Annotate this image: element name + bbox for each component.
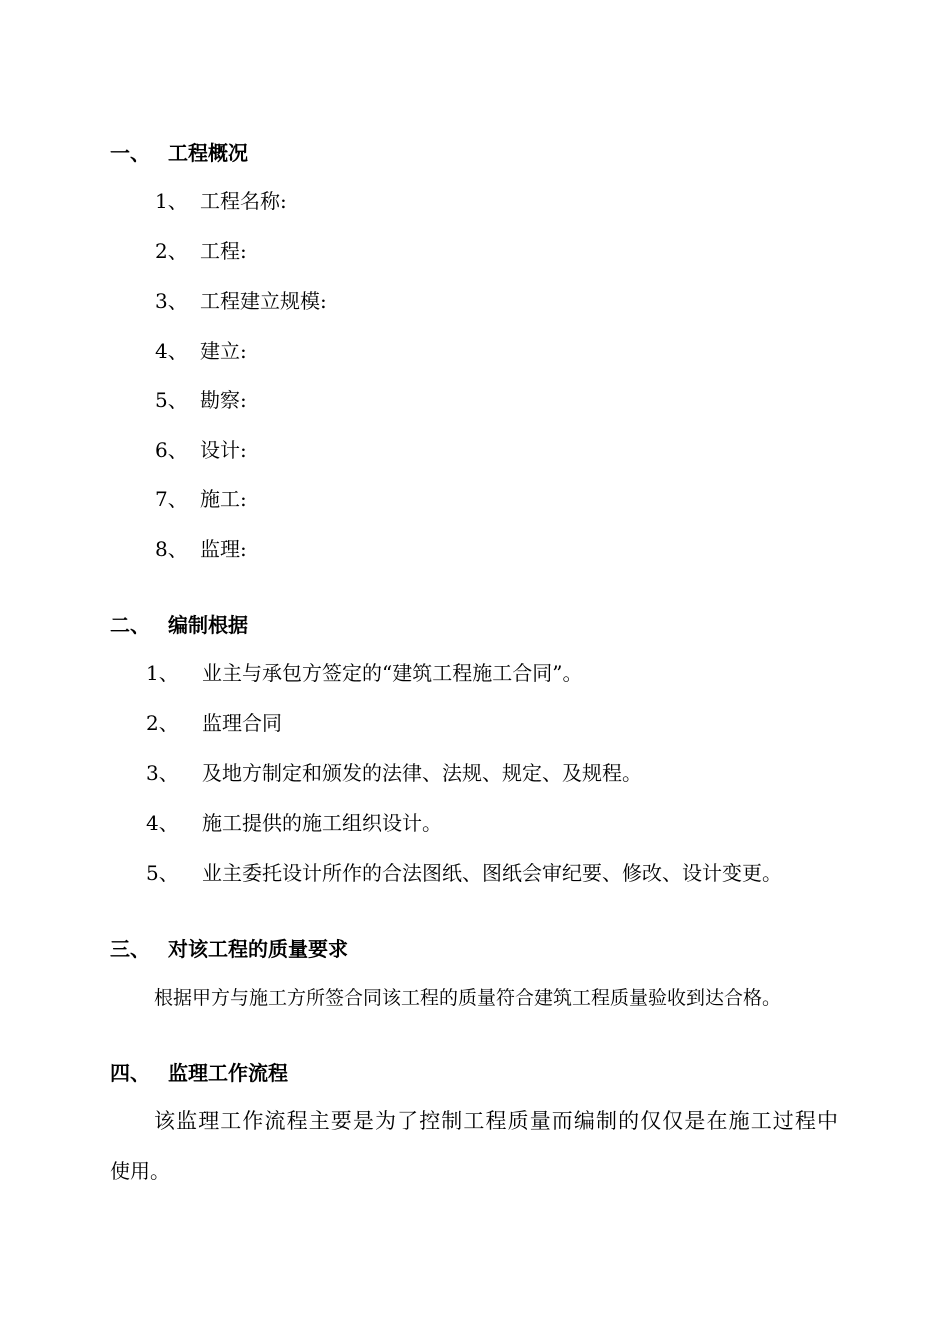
item-number: 1、 [155,189,188,213]
item-text: 施工: [200,487,247,511]
list-item [155,288,327,314]
section-heading [110,936,348,962]
item-text: 工程建立规模: [200,289,327,313]
list-item [155,437,247,463]
list-item [155,338,247,364]
item-text: 及地方制定和颁发的法律、法规、规定、及规程。 [202,761,642,785]
list-item [155,238,247,264]
section-heading [110,140,248,166]
section-heading [110,1060,288,1086]
item-number: 3、 [155,289,188,313]
section-paragraph-line: 使用。 [110,1159,170,1183]
section-number: 三、 [110,937,150,961]
list-item [146,760,642,786]
item-number: 8、 [155,537,188,561]
item-number: 6、 [155,438,188,462]
item-number: 1、 [146,661,179,685]
list-item [155,387,247,413]
section-number: 一、 [110,141,150,165]
item-number: 7、 [155,487,188,511]
list-item [155,486,247,512]
section-title: 工程概况 [168,141,248,165]
section-number: 四、 [110,1061,150,1085]
section-title: 编制根据 [168,613,248,637]
list-item [155,188,287,214]
item-number: 5、 [155,388,188,412]
item-number: 2、 [155,239,188,263]
item-text: 工程名称: [200,189,287,213]
item-text: 业主委托设计所作的合法图纸、图纸会审纪要、修改、设计变更。 [202,861,782,885]
item-number: 5、 [146,861,179,885]
section-paragraph: 根据甲方与施工方所签合同该工程的质量符合建筑工程质量验收到达合格。 [154,987,782,1009]
item-text: 建立: [200,339,247,363]
item-number: 3、 [146,761,179,785]
item-number: 2、 [146,711,179,735]
list-item [146,660,582,686]
list-item [146,860,782,886]
list-item [146,710,282,736]
section-heading [110,612,248,638]
item-text: 施工提供的施工组织设计。 [202,811,442,835]
section-number: 二、 [110,613,150,637]
item-text: 监理: [200,537,247,561]
section-title: 对该工程的质量要求 [168,937,348,961]
list-item [155,536,247,562]
item-text: 设计: [200,438,247,462]
section-title: 监理工作流程 [168,1061,288,1085]
section-paragraph-line: 该监理工作流程主要是为了控制工程质量而编制的仅仅是在施工过程中 [154,1109,840,1133]
item-number: 4、 [146,811,179,835]
item-text: 勘察: [200,388,247,412]
item-text: 工程: [200,239,247,263]
item-number: 4、 [155,339,188,363]
item-text: 业主与承包方签定的“建筑工程施工合同”。 [202,661,583,685]
item-text: 监理合同 [202,711,282,735]
list-item [146,810,442,836]
